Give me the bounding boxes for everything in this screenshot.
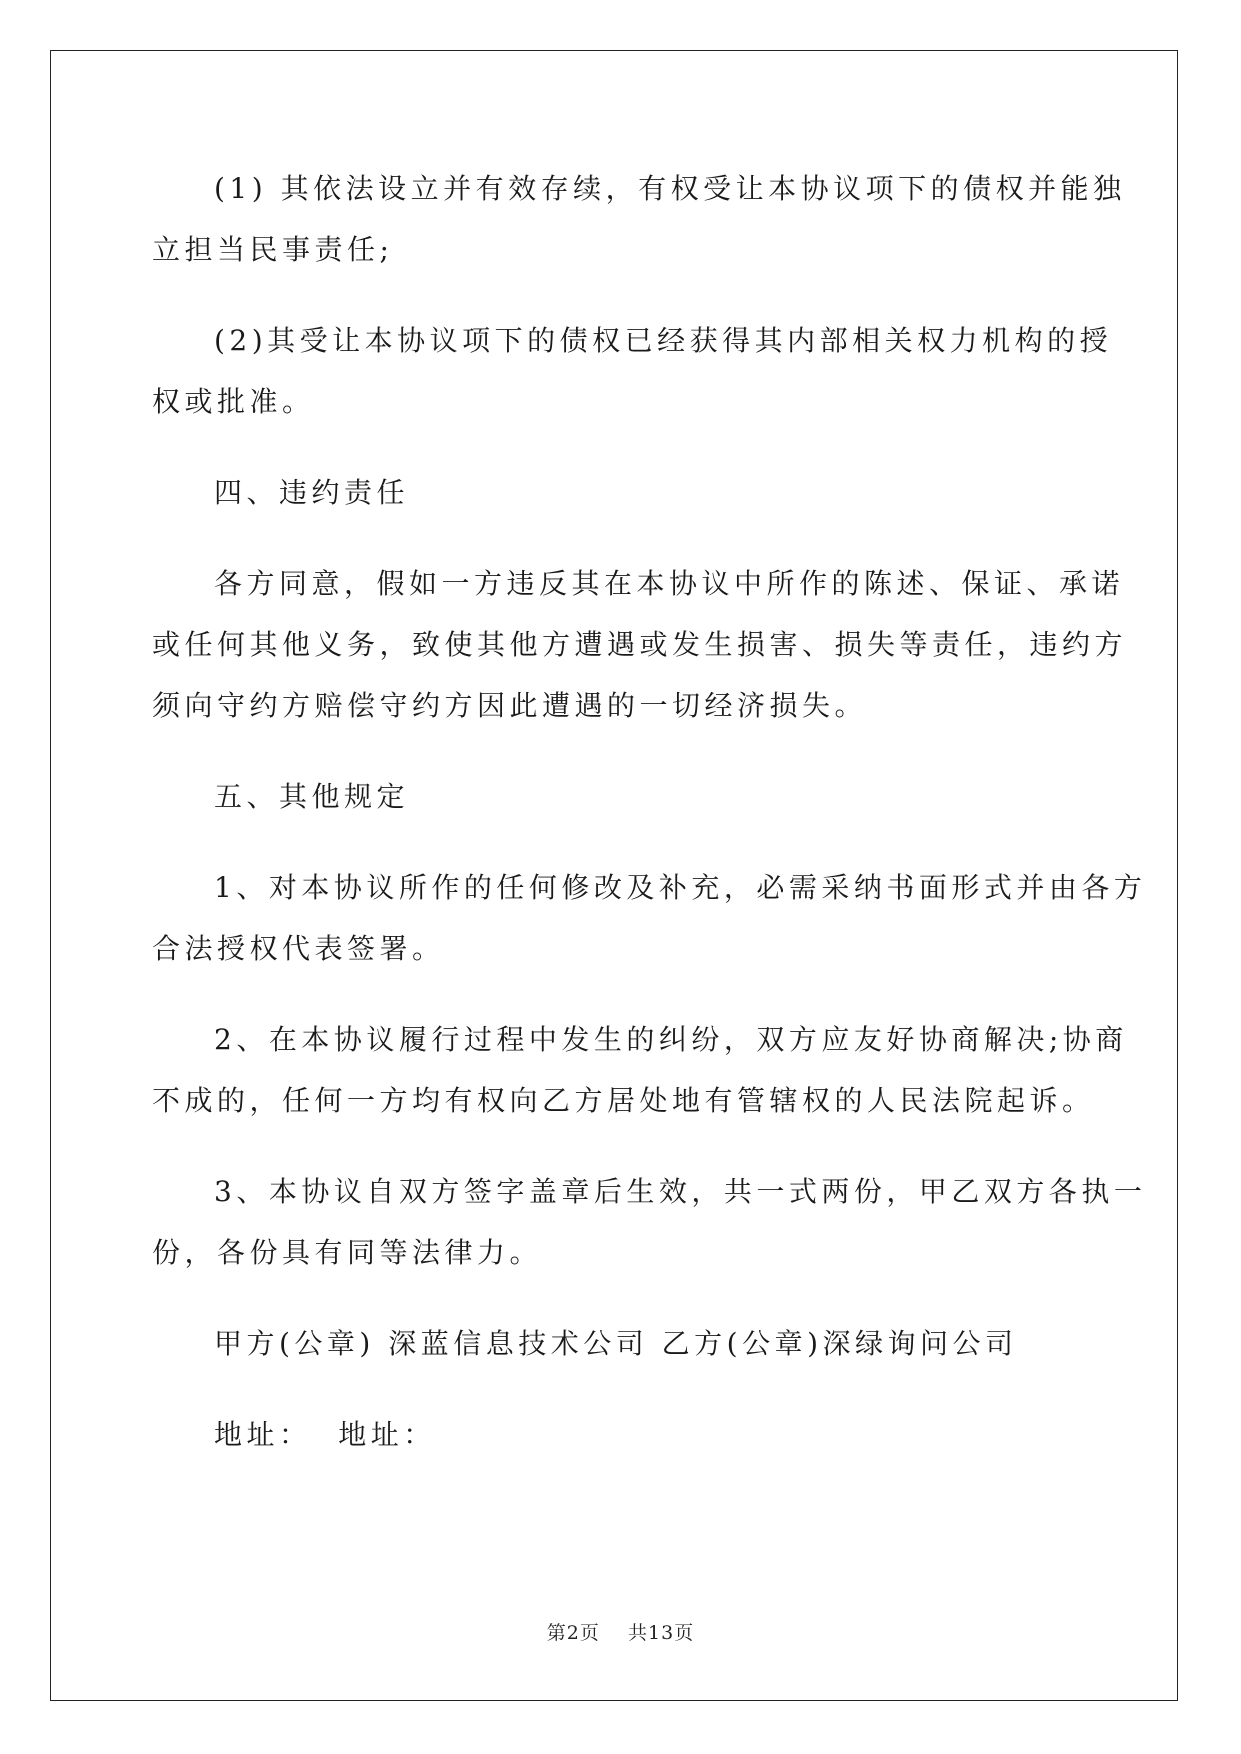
paragraph-breach-liability <box>152 553 1128 736</box>
text-line: 各方同意，假如一方违反其在本协议中所作的陈述、保证、承诺 <box>214 567 1125 600</box>
page-footer <box>0 1618 1241 1645</box>
address-line <box>152 1404 1082 1465</box>
text-line: 1、对本协议所作的任何修改及补充，必需采纳书面形式并由各方 <box>214 871 1147 904</box>
text-line: 3、本协议自双方签字盖章后生效，共一式两份，甲乙双方各执一 <box>214 1175 1147 1208</box>
text-line: 2、在本协议履行过程中发生的纠纷，双方应友好协商解决;协商 <box>214 1023 1128 1056</box>
paragraph-representation-1 <box>152 158 1126 280</box>
text-line: 立担当民事责任; <box>152 233 394 266</box>
text-line: 权或批准。 <box>152 385 315 418</box>
text-line: 或任何其他义务，致使其他方遭遇或发生损害、损失等责任，违约方 <box>152 628 1128 661</box>
paragraph-other-1 <box>152 857 1147 979</box>
text-line: 份，各份具有同等法律力。 <box>152 1236 543 1269</box>
paragraph-other-3 <box>152 1161 1147 1283</box>
section-heading-other <box>152 766 1082 827</box>
page-number: 第2页 共13页 <box>546 1622 695 1644</box>
text-line: 不成的，任何一方均有权向乙方居处地有管辖权的人民法院起诉。 <box>152 1084 1095 1117</box>
paragraph-representation-2 <box>152 310 1113 432</box>
text-line: 甲方(公章) 深蓝信息技术公司 乙方(公章)深绿询问公司 <box>214 1327 1018 1360</box>
text-line: 须向守约方赔偿守约方因此遭遇的一切经济损失。 <box>152 689 868 722</box>
text-line: 合法授权代表签署。 <box>152 932 445 965</box>
signature-line <box>152 1313 1082 1374</box>
text-line: (1) 其依法设立并有效存续，有权受让本协议项下的债权并能独 <box>214 172 1126 205</box>
section-heading-breach <box>152 462 1082 523</box>
heading-text: 五、其他规定 <box>214 780 410 813</box>
text-line: 地址： 地址： <box>214 1418 436 1451</box>
document-body <box>152 158 1147 1495</box>
heading-text: 四、违约责任 <box>214 476 410 509</box>
paragraph-other-2 <box>152 1009 1128 1131</box>
text-line: (2)其受让本协议项下的债权已经获得其内部相关权力机构的授 <box>214 324 1113 357</box>
